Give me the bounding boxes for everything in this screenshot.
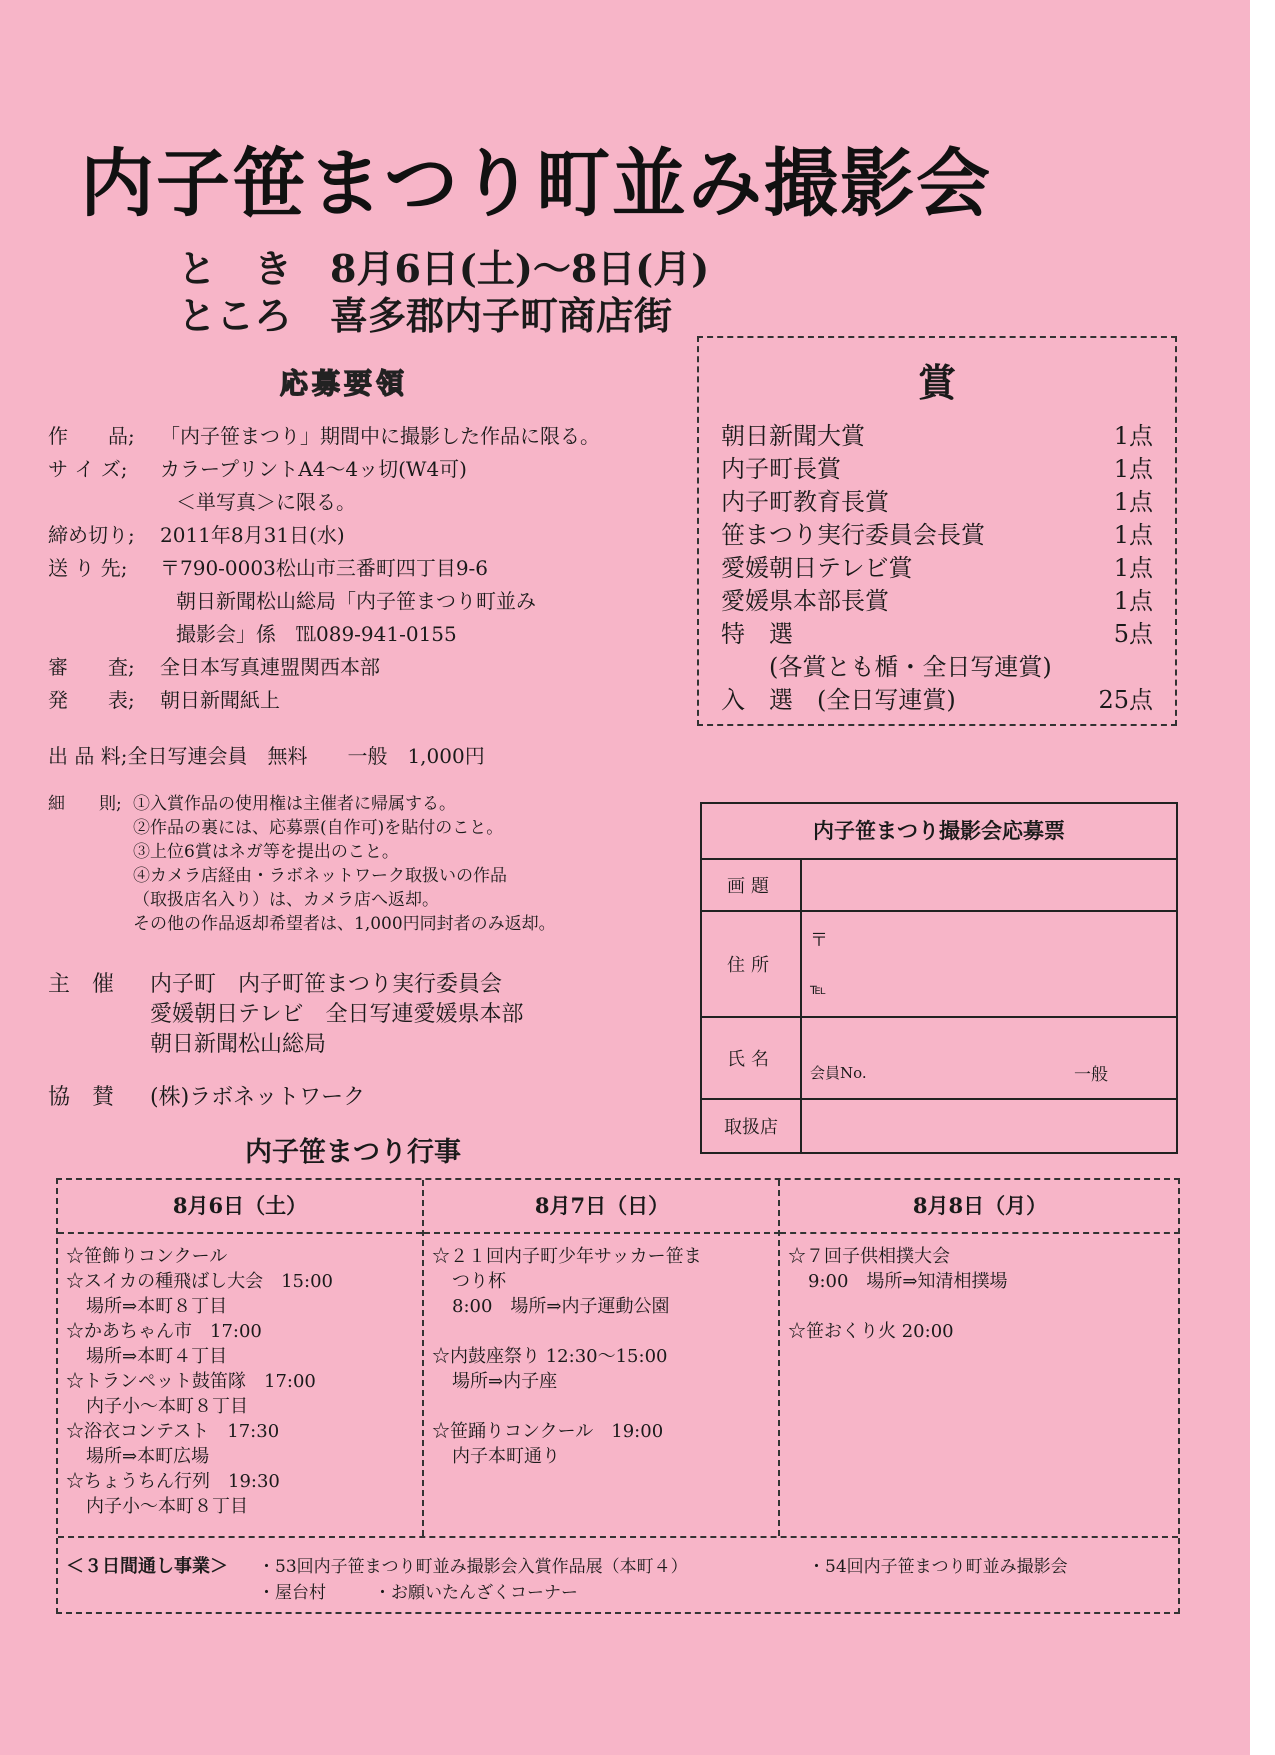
events-day-2 <box>422 1180 780 1536</box>
req-row-judging <box>48 651 600 684</box>
req-label: サ イ ズ; <box>48 457 128 481</box>
tel-mark: ℡ <box>810 980 827 998</box>
prize-row <box>721 420 1153 453</box>
entry-form <box>700 802 1178 1154</box>
req-continuation: 撮影会」係 ℡089-941-0155 <box>176 622 457 646</box>
prize-box <box>697 336 1177 726</box>
req-label: 作 品; <box>48 424 135 448</box>
req-value: カラープリントA4～4ッ切(W4可) <box>160 457 467 481</box>
event-item: ☆笹踊りコンクール 19:00 <box>432 1421 664 1442</box>
req-row-address <box>48 552 600 585</box>
prize-note: (各賞とも楯・全日写連賞) <box>769 653 1052 681</box>
rules-label: 細 則; <box>48 794 122 814</box>
event-detail: 8:00 場所⇒内子運動公園 <box>452 1296 670 1317</box>
entry-form-title: 内子笹まつり撮影会応募票 <box>702 804 1176 860</box>
event-dates: と き 8月6日(土)～8日(月) <box>178 246 710 291</box>
entry-fee: 出 品 料;全日写連会員 無料 一般 1,000円 <box>48 744 485 768</box>
prize-name: 特 選 <box>721 620 793 648</box>
prize-name: 愛媛朝日テレビ賞 <box>721 554 913 582</box>
event-spacer <box>788 1294 1172 1319</box>
prize-count: 1点 <box>1113 455 1153 483</box>
prize-row <box>721 618 1153 651</box>
rule-line: ①入賞作品の使用権は主催者に帰属する。 <box>133 794 456 814</box>
member-no-label: 会員No. <box>810 1064 867 1082</box>
prize-row <box>721 585 1153 618</box>
event-item: ☆スイカの種飛ばし大会 15:00 <box>66 1271 333 1292</box>
sponsor-label: 協 賛 <box>48 1085 115 1110</box>
event-detail: 場所⇒内子座 <box>452 1371 558 1392</box>
events-day-3 <box>778 1180 1180 1536</box>
rule-line: ④カメラ店経由・ラボネットワーク取扱いの作品 <box>133 866 507 886</box>
event-detail: つり杯 <box>452 1271 506 1292</box>
three-day-item: ・お願いたんざくコーナー <box>374 1583 578 1603</box>
req-value: 2011年8月31日(水) <box>160 523 345 547</box>
req-label: 発 表; <box>48 688 135 712</box>
day-header: 8月6日（土） <box>58 1180 422 1234</box>
rule-line: ②作品の裏には、応募票(自作可)を貼付のこと。 <box>133 818 504 838</box>
event-detail: 9:00 場所⇒知清相撲場 <box>808 1271 1008 1292</box>
three-day-label: ＜３日間通し事業＞ <box>66 1556 228 1577</box>
event-item: ☆内鼓座祭り 12:30～15:00 <box>432 1346 668 1367</box>
prize-row <box>721 519 1153 552</box>
req-row-announcement <box>48 684 600 717</box>
prize-list <box>721 420 1153 717</box>
day-items <box>58 1234 422 1529</box>
prize-count: 1点 <box>1113 521 1153 549</box>
event-item: ☆浴衣コンテスト 17:30 <box>66 1421 280 1442</box>
req-row-deadline <box>48 519 600 552</box>
event-detail: 場所⇒本町４丁目 <box>86 1346 228 1367</box>
event-item: ☆トランペット鼓笛隊 17:00 <box>66 1371 316 1392</box>
req-value: 〒790-0003松山市三番町四丁目9-6 <box>160 556 489 580</box>
organizers-row <box>48 970 524 1000</box>
prize-name: 入 選 (全日写連賞) <box>721 686 956 714</box>
postal-mark: 〒 <box>810 930 828 951</box>
events-table <box>56 1178 1180 1614</box>
prize-count: 1点 <box>1113 422 1153 450</box>
rule-line: その他の作品返却希望者は、1,000円同封者のみ返却。 <box>133 914 556 934</box>
event-detail: 場所⇒本町８丁目 <box>86 1296 228 1317</box>
event-detail: 内子小～本町８丁目 <box>86 1396 248 1417</box>
rule-line: ③上位6賞はネガ等を提出のこと。 <box>133 842 399 862</box>
prize-row <box>721 552 1153 585</box>
day-items <box>780 1234 1180 1354</box>
organizers-label: 主 催 <box>48 972 115 997</box>
requirements-list <box>48 420 600 717</box>
events-title: 内子笹まつり行事 <box>245 1137 461 1168</box>
prize-count: 1点 <box>1113 488 1153 516</box>
form-label-name: 氏名 <box>702 1018 802 1098</box>
form-row-shop[interactable] <box>702 1100 1176 1152</box>
prize-name: 内子町教育長賞 <box>721 488 889 516</box>
req-label: 送 り 先; <box>48 556 128 580</box>
req-continuation: ＜単写真＞に限る。 <box>176 490 356 514</box>
prize-count: 1点 <box>1113 587 1153 615</box>
prize-name: 笹まつり実行委員会長賞 <box>721 521 985 549</box>
prize-count: 5点 <box>1113 620 1153 648</box>
day-items <box>424 1234 780 1479</box>
detailed-rules <box>48 792 556 936</box>
req-label: 審 査; <box>48 655 135 679</box>
form-label-address: 住所 <box>702 912 802 1016</box>
event-item: ☆笹おくり火 20:00 <box>788 1321 954 1342</box>
prize-name: 愛媛県本部長賞 <box>721 587 889 615</box>
events-day-1 <box>58 1180 422 1536</box>
event-detail: 内子本町通り <box>452 1446 560 1467</box>
prize-name: 朝日新聞大賞 <box>721 422 865 450</box>
day-header: 8月8日（月） <box>780 1180 1180 1234</box>
prize-row-honorable <box>721 684 1153 717</box>
event-spacer <box>432 1319 772 1344</box>
event-item: ☆笹飾りコンクール <box>66 1246 228 1267</box>
form-row-name[interactable] <box>702 1018 1176 1100</box>
sponsor-value: (株)ラボネットワーク <box>150 1085 366 1110</box>
sponsor <box>48 1080 365 1111</box>
prize-count: 25点 <box>1098 686 1153 714</box>
prize-name: 内子町長賞 <box>721 455 841 483</box>
day-header: 8月7日（日） <box>424 1180 780 1234</box>
three-day-item: ・53回内子笹まつり町並み撮影会入賞作品展（本町４） <box>258 1557 688 1577</box>
req-value: 「内子笹まつり」期間中に撮影した作品に限る。 <box>160 424 600 448</box>
event-location: ところ 喜多郡内子町商店街 <box>178 293 673 338</box>
form-row-address[interactable] <box>702 912 1176 1018</box>
event-item: ☆２１回内子町少年サッカー笹ま <box>432 1246 702 1267</box>
three-day-item: ・屋台村 <box>258 1583 326 1603</box>
prize-count: 1点 <box>1113 554 1153 582</box>
req-label: 締め切り; <box>48 523 135 547</box>
form-row-subject[interactable] <box>702 860 1176 912</box>
three-day-events <box>58 1536 1178 1612</box>
event-spacer <box>432 1394 772 1419</box>
prize-title: 賞 <box>917 360 956 405</box>
req-continuation: 朝日新聞松山総局「内子笹まつり町並み <box>176 589 536 613</box>
organizers <box>48 970 524 1060</box>
req-value: 朝日新聞紙上 <box>160 688 280 712</box>
prize-row <box>721 453 1153 486</box>
event-detail: 内子小～本町８丁目 <box>86 1496 248 1517</box>
event-item: ☆７回子供相撲大会 <box>788 1246 950 1267</box>
event-item: ☆かあちゃん市 17:00 <box>66 1321 262 1342</box>
flyer-title: 内子笹まつり町並み撮影会 <box>80 141 992 227</box>
general-label: 一般 <box>1074 1065 1108 1085</box>
rule-line: （取扱店名入り）は、カメラ店へ返却。 <box>133 890 439 910</box>
organizer-line: 内子町 内子町笹まつり実行委員会 <box>150 972 503 997</box>
three-day-item: ・54回内子笹まつり町並み撮影会 <box>808 1557 1068 1577</box>
form-label-shop: 取扱店 <box>702 1100 802 1152</box>
organizer-line: 愛媛朝日テレビ 全日写連愛媛県本部 <box>150 1002 524 1027</box>
rules-row <box>48 792 556 816</box>
prize-row <box>721 486 1153 519</box>
organizer-line: 朝日新聞松山総局 <box>150 1032 327 1057</box>
event-item: ☆ちょうちん行列 19:30 <box>66 1471 280 1492</box>
requirements-heading: 応募要領 <box>280 367 409 400</box>
req-row-work <box>48 420 600 453</box>
req-value: 全日本写真連盟関西本部 <box>160 655 380 679</box>
event-detail: 場所⇒本町広場 <box>86 1446 210 1467</box>
form-label-subject: 画題 <box>702 860 802 910</box>
req-row-size <box>48 453 600 486</box>
